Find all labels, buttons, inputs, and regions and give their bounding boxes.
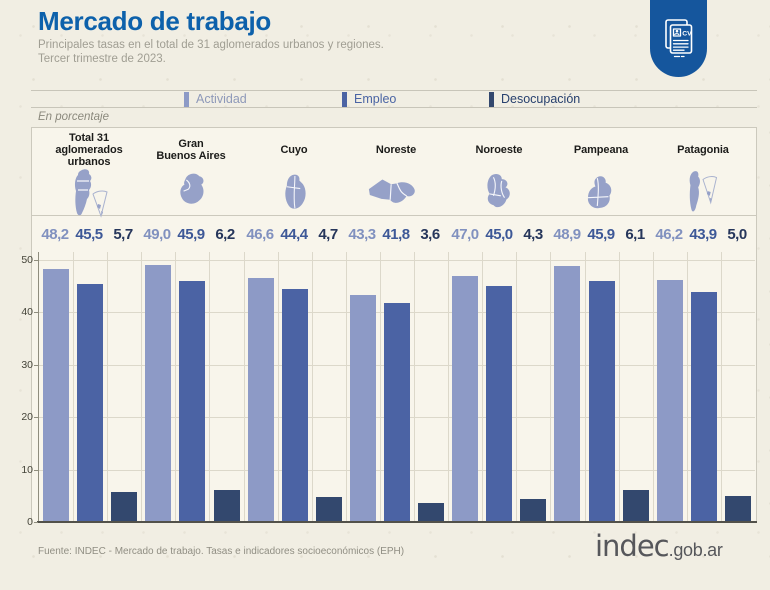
gridline-y-50 (39, 260, 755, 261)
y-tick-mark (34, 260, 38, 261)
gridline-x (209, 252, 210, 522)
region-values (448, 226, 550, 243)
y-tick-mark (34, 522, 38, 523)
subtitle-line-2: Tercer trimestre de 2023. (38, 53, 166, 65)
gridline-x (346, 252, 347, 522)
y-tick-mark (34, 365, 38, 366)
region-name: Cuyo (280, 143, 308, 156)
y-tick-label-10: 10 (21, 463, 33, 476)
bar-empleo-4 (486, 286, 512, 522)
legend-item-desocupacion (489, 91, 580, 107)
legend-item-actividad (184, 91, 247, 107)
map-cuyo-icon (269, 169, 319, 217)
gridline-x (107, 252, 108, 522)
gridline-x (687, 252, 688, 522)
gridline-x (619, 252, 620, 522)
gridline-x (516, 252, 517, 522)
region-values (140, 226, 242, 243)
gridline-x (721, 252, 722, 522)
bar-desocupación-1 (214, 490, 240, 522)
gridline-x (550, 252, 551, 522)
gridline-x (585, 252, 586, 522)
value-empleo: 45,5 (75, 226, 103, 243)
gridline-x (448, 252, 449, 522)
value-desocupacion: 6,1 (625, 226, 645, 243)
value-actividad: 48,9 (553, 226, 581, 243)
region-name: Gran Buenos Aires (156, 137, 226, 162)
bar-empleo-5 (589, 281, 615, 522)
region-values (652, 226, 754, 243)
region-values (243, 226, 345, 243)
region-name: Pampeana (573, 143, 629, 156)
value-desocupacion: 5,0 (727, 226, 747, 243)
value-empleo: 44,4 (280, 226, 308, 243)
value-actividad: 48,2 (41, 226, 69, 243)
y-tick-label-50: 50 (21, 254, 33, 266)
subtitle-line-1: Principales tasas en el total de 31 aglomerados urbanos y regiones. (38, 39, 384, 51)
bar-desocupación-0 (111, 492, 137, 522)
y-axis-line (38, 252, 39, 522)
unit-label: En porcentaje (38, 111, 109, 123)
empleo-swatch-icon (342, 92, 347, 107)
legend-label: Actividad (196, 92, 247, 106)
gridline-x (380, 252, 381, 522)
region-column-patagonia (651, 131, 755, 243)
y-tick-mark (34, 312, 38, 313)
bar-empleo-6 (691, 292, 717, 522)
y-tick-mark (34, 470, 38, 471)
indec-logo (595, 529, 723, 563)
actividad-swatch-icon (184, 92, 189, 107)
value-empleo: 45,0 (485, 226, 513, 243)
region-column-noreste (344, 131, 448, 243)
region-values (550, 226, 652, 243)
bar-desocupación-2 (316, 497, 342, 522)
value-actividad: 49,0 (143, 226, 171, 243)
y-tick-mark (34, 417, 38, 418)
bar-actividad-2 (248, 278, 274, 522)
desocupacion-swatch-icon (489, 92, 494, 107)
gridline-x (414, 252, 415, 522)
bar-actividad-3 (350, 295, 376, 522)
logo-main-text: indec (595, 529, 669, 563)
y-tick-label-40: 40 (21, 306, 33, 319)
y-tick-label-30: 30 (21, 358, 33, 371)
value-desocupacion: 6,2 (215, 226, 235, 243)
gridline-x (244, 252, 245, 522)
y-tick-label-0: 0 (27, 516, 33, 528)
bar-desocupación-4 (520, 499, 546, 522)
region-name: Noreste (375, 143, 417, 156)
region-name: Patagonia (677, 143, 729, 156)
divider-line (31, 107, 757, 108)
svg-text:CV: CV (681, 29, 692, 37)
region-values (38, 226, 140, 243)
bar-empleo-1 (179, 281, 205, 522)
region-column-pampeana (549, 131, 653, 243)
value-empleo: 41,8 (382, 226, 410, 243)
gridline-x (141, 252, 142, 522)
value-actividad: 43,3 (348, 226, 376, 243)
bar-desocupación-6 (725, 496, 751, 522)
legend-item-empleo (342, 91, 396, 107)
bar-actividad-0 (43, 269, 69, 522)
gridline-x (175, 252, 176, 522)
legend-label: Empleo (354, 92, 397, 106)
bar-empleo-3 (384, 303, 410, 522)
map-pampeana-icon (575, 169, 627, 217)
logo-suffix-text: .gob.ar (668, 540, 723, 560)
x-axis-baseline (37, 521, 757, 523)
region-column-total-31 (37, 131, 141, 243)
bar-actividad-5 (554, 266, 580, 522)
bar-chart (39, 252, 755, 522)
cv-document-icon (662, 18, 696, 60)
region-column-gran-buenos-aires (139, 131, 243, 243)
value-desocupacion: 3,6 (420, 226, 440, 243)
value-desocupacion: 5,7 (113, 226, 133, 243)
bar-actividad-1 (145, 265, 171, 522)
gridline-x (653, 252, 654, 522)
map-gran-buenos-aires-icon (165, 169, 217, 217)
value-empleo: 45,9 (177, 226, 205, 243)
map-patagonia-icon (674, 169, 732, 217)
legend-label: Desocupación (501, 92, 581, 106)
bar-desocupación-5 (623, 490, 649, 522)
value-actividad: 46,6 (246, 226, 274, 243)
map-noroeste-icon (473, 169, 525, 217)
gridline-x (312, 252, 313, 522)
map-argentina-icon (61, 169, 117, 217)
map-noreste-icon (365, 169, 427, 217)
bar-desocupación-3 (418, 503, 444, 522)
cv-badge (650, 0, 707, 77)
value-actividad: 47,0 (451, 226, 479, 243)
value-desocupacion: 4,3 (523, 226, 543, 243)
region-column-noroeste (447, 131, 551, 243)
region-name: Total 31 aglomerados urbanos (55, 131, 123, 169)
page-title: Mercado de trabajo (38, 6, 271, 36)
gridline-x (73, 252, 74, 522)
gridline-x (278, 252, 279, 522)
value-empleo: 43,9 (689, 226, 717, 243)
bar-empleo-2 (282, 289, 308, 522)
region-column-cuyo (242, 131, 346, 243)
y-tick-label-20: 20 (21, 411, 33, 424)
value-desocupacion: 4,7 (318, 226, 338, 243)
bar-actividad-4 (452, 276, 478, 522)
value-actividad: 46,2 (655, 226, 683, 243)
region-values (345, 226, 447, 243)
value-empleo: 45,9 (587, 226, 615, 243)
source-note: Fuente: INDEC - Mercado de trabajo. Tasas e indicadores socioeconómicos (EPH) (38, 546, 405, 557)
gridline-x (482, 252, 483, 522)
bar-empleo-0 (77, 284, 103, 522)
region-name: Noroeste (475, 143, 523, 156)
bar-actividad-6 (657, 280, 683, 522)
